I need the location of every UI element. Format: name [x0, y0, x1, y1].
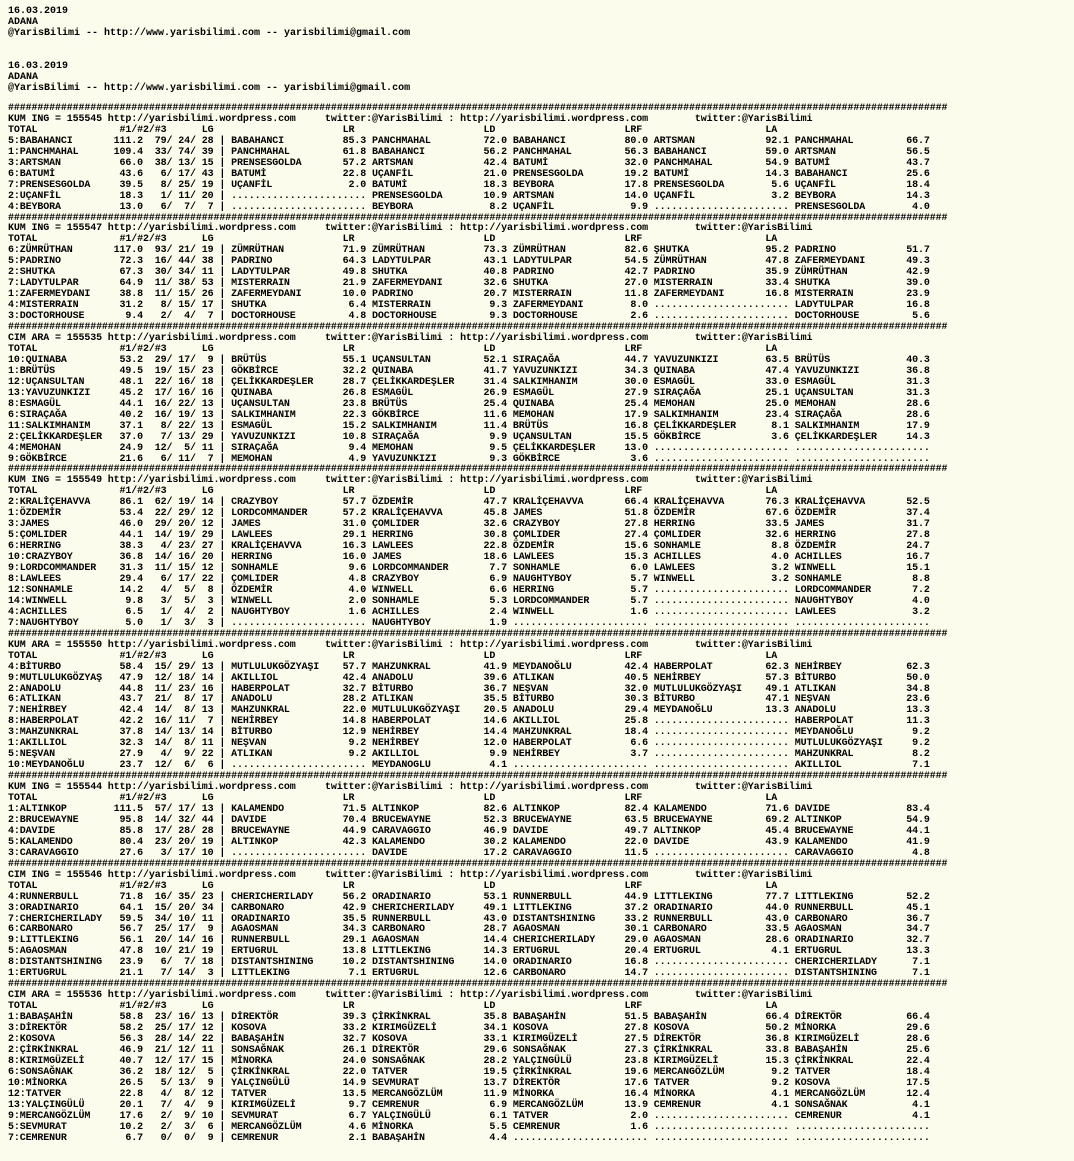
- table-row: 5:ÇOMLIDER 44.1 14/ 19/ 29 | LAWLEES 29.1 HERRING 30.8 ÇOMLIDER 27.4 ÇOMLIDER 32.6 HERRING 27.8: [8, 530, 930, 542]
- table-row: 4:RUNNERBULL 71.8 16/ 35/ 23 | CHERICHERILADY 56.2 ORADINARIO 53.1 RUNNERBULL 44.9 LITTLEKING 77.7 LITTLEKING 52.2: [8, 891, 930, 903]
- report-city: ADANA: [8, 72, 39, 83]
- table-row: 2:BRUCEWAYNE 95.8 14/ 32/ 44 | DAVIDE 70.4 BRUCEWAYNE 52.3 BRUCEWAYNE 63.5 BRUCEWAYNE 69.2 ALTINKOP 54.9: [8, 814, 930, 826]
- table-row: 2:ANADOLU 44.8 11/ 23/ 16 | HABERPOLAT 32.7 BİTURBO 36.7 NEŞVAN 32.0 MUTLULUKGÖZYAŞI 49.1 ATLIKAN 34.8: [8, 683, 930, 695]
- table-row: 1:BRÜTÜS 49.5 19/ 15/ 23 | GÖKBİRCE 32.2 QUINABA 41.7 YAVUZUNKIZI 34.3 QUINABA 47.4 YAVUZUNKIZI 36.8: [8, 365, 930, 377]
- header-block-2: [8, 61, 1074, 94]
- table-row: 2:UÇANFİL 18.3 1/ 11/ 20 | ....................... PRENSESGOLDA 10.9 ARTSMAN 14.0 UÇANFİL 3.2 BEYBORA 14.3: [8, 190, 930, 202]
- table-row: 4:DAVIDE 85.8 17/ 28/ 28 | BRUCEWAYNE 44.9 CARAVAGGIO 46.9 DAVIDE 49.7 ALTINKOP 45.4 BRUCEWAYNE 44.1: [8, 825, 930, 837]
- section-separator: ################################################################################################################################################################: [8, 322, 948, 334]
- table-row: 1:PANCHMAHAL 109.4 33/ 74/ 39 | PANCHMAHAL 61.8 BABAHANCI 56.2 PANCHMAHAL 56.3 BABAHANCI 59.0 ARTSMAN 56.5: [8, 146, 930, 158]
- table-row: 14:WINWELL 9.8 3/ 5/ 3 | WINWELL 2.0 SONHAMLE 5.3 LORDCOMMANDER 5.7 ....................... NAUGHTYBOY 4.0: [8, 595, 930, 607]
- table-row: 10:MİNORKA 26.5 5/ 13/ 9 | YALÇINGÜLÜ 14.9 SEVMURAT 13.7 DİREKTÖR 17.6 TATVER 9.2 KOSOVA 17.5: [8, 1077, 930, 1089]
- section-separator: ################################################################################################################################################################: [8, 771, 948, 783]
- table-row: 1:ÖZDEMİR 53.4 22/ 29/ 12 | LORDCOMMANDER 57.2 KRALİÇEHAVVA 45.8 JAMES 51.8 ÖZDEMİR 67.6 ÖZDEMİR 37.4: [8, 508, 930, 520]
- table-row: 6:SIRAÇAĞA 40.2 16/ 19/ 13 | SALKIMHANIM 22.3 GÖKBİRCE 11.6 MEMOHAN 17.9 SALKIMHANIM 23.4 SIRAÇAĞA 28.6: [8, 409, 930, 421]
- column-header: TOTAL #1/#2/#3 LG LR LD LRF LA: [8, 793, 778, 805]
- table-row: 4:BEYBORA 13.0 6/ 7/ 7 | ....................... BEYBORA 8.2 UÇANFİL 9.9 ....................... PRENSESGOLDA 4.0: [8, 201, 930, 213]
- table-row: 6:ZÜMRÜTHAN 117.0 93/ 21/ 19 | ZÜMRÜTHAN 71.9 ZÜMRÜTHAN 73.3 ZÜMRÜTHAN 82.6 ŞHUTKA 95.2 PADRINO 51.7: [8, 245, 930, 257]
- table-row: 10:QUINABA 53.2 29/ 17/ 9 | BRÜTÜS 55.1 UÇANSULTAN 52.1 SIRAÇAĞA 44.7 YAVUZUNKIZI 63.5 BRÜTÜS 40.3: [8, 354, 930, 366]
- table-row: 8:KIRIMGÜZELİ 40.7 12/ 17/ 15 | MİNORKA 24.0 SONSAĞNAK 28.2 YALÇINGÜLÜ 23.8 KIRIMGÜZELİ 15.3 ÇİRKİNKRAL 22.4: [8, 1055, 930, 1067]
- race-header: KUM ING = 155544 http://yarisbilimi.wordpress.com twitter:@YarisBilimi : http://yarisbilimi.wordpress.com twitter:@YarisBilimi: [8, 782, 813, 794]
- table-row: 7:CEMRENUR 6.7 0/ 0/ 9 | CEMRENUR 2.1 BABAŞAHİN 4.4 ....................... ....................... .......................: [8, 1132, 930, 1144]
- report-date: 16.03.2019: [8, 61, 69, 72]
- table-row: 8:DISTANTSHINING 23.9 6/ 7/ 18 | DISTANTSHINING 10.2 DISTANTSHINING 14.0 ORADINARIO 16.8 ....................... CHERICHERILADY 7.1: [8, 957, 930, 969]
- table-row: 2:ÇİRKİNKRAL 46.9 21/ 12/ 11 | SONSAĞNAK 26.1 DİREKTÖR 29.6 SONSAĞNAK 27.3 ÇİRKİNKRAL 33.8 BABAŞAHİN 25.6: [8, 1044, 930, 1056]
- table-row: 3:DİREKTÖR 58.2 25/ 17/ 12 | KOSOVA 33.2 KIRIMGÜZELİ 34.1 KOSOVA 27.8 KOSOVA 50.2 MİNORKA 29.6: [8, 1023, 930, 1035]
- race-header: CIM ING = 155546 http://yarisbilimi.wordpress.com twitter:@YarisBilimi : http://yarisbilimi.wordpress.com twitter:@YarisBilimi: [8, 869, 813, 881]
- table-row: 6:CARBONARO 56.7 25/ 17/ 9 | AGAOSMAN 34.3 CARBONARO 28.7 AGAOSMAN 30.1 CARBONARO 33.5 AGAOSMAN 34.7: [8, 924, 930, 936]
- table-row: 6:BATUMİ 43.6 6/ 17/ 43 | BATUMİ 22.8 UÇANFİL 21.0 PRENSESGOLDA 19.2 BATUMİ 14.3 BABAHANCI 25.6: [8, 168, 930, 180]
- table-row: 12:TATVER 22.8 4/ 8/ 12 | TATVER 13.5 MERCANGÖZLÜM 11.9 MİNORKA 16.4 MİNORKA 4.1 MERCANGÖZLÜM 12.4: [8, 1088, 930, 1100]
- table-row: 9:MERCANGÖZLÜM 17.6 2/ 9/ 10 | SEVMURAT 6.7 YALÇINGÜLÜ 6.1 TATVER 2.0 ....................... CEMRENUR 4.1: [8, 1110, 930, 1122]
- header-block-1: [8, 6, 1074, 39]
- table-row: 7:LADYTULPAR 64.9 11/ 38/ 53 | MISTERRAIN 21.9 ZAFERMEYDANI 32.6 SHUTKA 27.0 MISTERRAIN 33.4 SHUTKA 39.0: [8, 278, 930, 290]
- column-header: TOTAL #1/#2/#3 LG LR LD LRF LA: [8, 124, 778, 136]
- table-row: 4:MEMOHAN 24.9 12/ 5/ 11 | SIRAÇAĞA 9.4 MEMOHAN 9.5 ÇELİKKARDEŞLER 13.0 ....................... .......................: [8, 442, 930, 454]
- table-row: 2:ÇELİKKARDEŞLER 37.0 7/ 13/ 29 | YAVUZUNKIZI 10.8 SIRAÇAĞA 9.9 UÇANSULTAN 15.5 GÖKBİRCE 3.6 ÇELİKKARDEŞLER 14.3: [8, 431, 930, 443]
- table-row: 9:GÖKBİRCE 21.6 6/ 11/ 7 | MEMOHAN 4.9 YAVUZUNKIZI 9.3 GÖKBİRCE 3.6 ....................... .......................: [8, 453, 930, 465]
- race-tables: [8, 104, 1074, 1145]
- table-row: 10:MEYDANOĞLU 23.7 12/ 6/ 6 | ....................... MEYDANOGLU 4.1 ....................... ....................... AKILLIOL 7.1: [8, 760, 930, 772]
- table-row: 5:BABAHANCI 111.2 79/ 24/ 28 | BABAHANCI 85.3 PANCHMAHAL 72.0 BABAHANCI 80.0 ARTSMAN 92.1 PANCHMAHAL 66.7: [8, 135, 930, 147]
- table-row: 9:LORDCOMMANDER 31.3 11/ 15/ 12 | SONHAMLE 9.6 LORDCOMMANDER 7.7 SONHAMLE 6.0 LAWLEES 3.2 WINWELL 15.1: [8, 563, 930, 575]
- column-header: TOTAL #1/#2/#3 LG LR LD LRF LA: [8, 880, 778, 892]
- table-row: 4:BİTURBO 58.4 15/ 29/ 13 | MUTLULUKGÖZYAŞI 57.7 MAHZUNKRAL 41.9 MEYDANOĞLU 42.4 HABERPOLAT 62.3 NEHİRBEY 62.3: [8, 661, 930, 673]
- table-row: 3:CARAVAGGIO 27.6 3/ 17/ 10 | ....................... DAVIDE 17.2 CARAVAGGIO 11.5 ....................... CARAVAGGIO 4.8: [8, 847, 930, 859]
- table-row: 5:AGAOSMAN 47.8 10/ 21/ 19 | ERTUGRUL 13.8 LITTLEKING 14.3 ERTUGRUL 20.4 ERTUGRUL 4.1 ERTUGRUL 13.3: [8, 946, 930, 958]
- column-header: TOTAL #1/#2/#3 LG LR LD LRF LA: [8, 234, 778, 246]
- table-row: 3:ORADINARIO 64.1 15/ 20/ 34 | CARBONARO 42.9 CHERICHERILADY 49.1 LITTLEKING 37.2 ORADINARIO 44.0 RUNNERBULL 45.1: [8, 902, 930, 914]
- section-separator: ################################################################################################################################################################: [8, 464, 948, 476]
- table-row: 1:BABAŞAHİN 58.8 23/ 16/ 13 | DİREKTÖR 39.3 ÇİRKİNKRAL 35.8 BABAŞAHİN 51.5 BABAŞAHİN 66.4 DİREKTÖR 66.4: [8, 1012, 930, 1024]
- table-row: 10:CRAZYBOY 36.8 14/ 16/ 20 | HERRING 16.0 JAMES 18.6 LAWLEES 15.3 ACHILLES 4.0 ACHILLES 16.7: [8, 552, 930, 564]
- table-row: 11:SALKIMHANIM 37.1 8/ 22/ 13 | ESMAGÜL 15.2 SALKIMHANIM 11.4 BRÜTÜS 16.8 ÇELİKKARDEŞLER 8.1 SALKIMHANIM 17.9: [8, 420, 930, 432]
- section-separator: ################################################################################################################################################################: [8, 858, 948, 870]
- section-separator: ################################################################################################################################################################: [8, 979, 948, 991]
- table-row: 7:CHERICHERILADY 59.5 34/ 10/ 11 | ORADINARIO 35.5 RUNNERBULL 43.0 DISTANTSHINING 33.2 RUNNERBULL 43.0 CARBONARO 36.7: [8, 913, 930, 925]
- table-row: 8:LAWLEES 29.4 6/ 17/ 22 | ÇOMLIDER 4.8 CRAZYBOY 6.9 NAUGHTYBOY 5.7 WINWELL 3.2 SONHAMLE 8.8: [8, 573, 930, 585]
- table-row: 13:YALÇINGÜLÜ 20.1 7/ 4/ 9 | KIRIMGÜZELİ 9.7 CEMRENUR 6.9 MERCANGÖZLÜM 13.9 CEMRENUR 4.1 SONSAĞNAK 4.1: [8, 1099, 930, 1111]
- table-row: 12:UÇANSULTAN 48.1 22/ 16/ 18 | ÇELİKKARDEŞLER 28.7 ÇELİKKARDEŞLER 31.4 SALKIMHANIM 30.0 ESMAGÜL 33.0 ESMAGÜL 31.3: [8, 376, 930, 388]
- race-header: KUM ING = 155545 http://yarisbilimi.wordpress.com twitter:@YarisBilimi : http://yarisbilimi.wordpress.com twitter:@YarisBilimi: [8, 113, 813, 125]
- section-separator: ################################################################################################################################################################: [8, 212, 948, 224]
- table-row: 4:ACHILLES 6.5 1/ 4/ 2 | NAUGHTYBOY 1.6 ACHILLES 2.4 WINWELL 1.6 ....................... LAWLEES 3.2: [8, 606, 930, 618]
- race-header: CIM ARA = 155536 http://yarisbilimi.wordpress.com twitter:@YarisBilimi : http://yarisbilimi.wordpress.com twitter:@YarisBilimi: [8, 990, 813, 1002]
- table-row: 5:NEŞVAN 27.9 4/ 9/ 22 | ATLIKAN 9.2 AKILLIOL 9.9 NEHİRBEY 3.7 ....................... MAHZUNKRAL 8.2: [8, 749, 930, 761]
- table-row: 4:MISTERRAIN 31.2 8/ 15/ 17 | SHUTKA 6.4 MISTERRAIN 9.3 ZAFERMEYDANI 8.0 ....................... LADYTULPAR 16.8: [8, 300, 930, 312]
- spacer: [8, 39, 1074, 61]
- report-city: ADANA: [8, 17, 39, 28]
- table-row: 6:ATLIKAN 43.7 21/ 8/ 17 | ANADOLU 28.2 ATLIKAN 35.5 BİTURBO 30.3 BİTURBO 47.1 NEŞVAN 23.6: [8, 694, 930, 706]
- table-row: 7:NEHİRBEY 42.4 14/ 8/ 13 | MAHZUNKRAL 22.0 MUTLULUKGÖZYAŞI 20.5 ANADOLU 29.4 MEYDANOĞLU 13.3 ANADOLU 13.3: [8, 705, 930, 717]
- race-header: CIM ARA = 155535 http://yarisbilimi.wordpress.com twitter:@YarisBilimi : http://yarisbilimi.wordpress.com twitter:@YarisBilimi: [8, 333, 813, 345]
- table-row: 3:JAMES 46.0 29/ 20/ 12 | JAMES 31.0 ÇOMLIDER 32.6 CRAZYBOY 27.8 HERRING 33.5 JAMES 31.7: [8, 519, 930, 531]
- column-header: TOTAL #1/#2/#3 LG LR LD LRF LA: [8, 1001, 778, 1013]
- section-separator: ################################################################################################################################################################: [8, 103, 948, 114]
- table-row: 8:ESMAGÜL 44.1 16/ 22/ 13 | UÇANSULTAN 23.8 BRÜTÜS 25.4 QUINABA 25.4 MEMOHAN 25.0 MEMOHAN 28.6: [8, 398, 930, 410]
- contact-line: @YarisBilimi -- http://www.yarisbilimi.com -- yarisbilimi@gmail.com: [8, 28, 411, 39]
- table-row: 2:KRALİÇEHAVVA 86.1 62/ 19/ 14 | CRAZYBOY 57.7 ÖZDEMİR 47.7 KRALİÇEHAVVA 66.4 KRALİÇEHAVVA 76.3 KRALİÇEHAVVA 52.5: [8, 497, 930, 509]
- table-row: 13:YAVUZUNKIZI 45.2 17/ 16/ 16 | QUINABA 26.8 ESMAGÜL 26.9 ESMAGÜL 27.9 SIRAÇAĞA 25.1 UÇANSULTAN 31.3: [8, 387, 930, 399]
- table-row: 5:SEVMURAT 10.2 2/ 3/ 6 | MERCANGÖZLÜM 4.6 MİNORKA 5.5 CEMRENUR 1.6 ....................... .......................: [8, 1121, 930, 1133]
- table-row: 6:SONSAĞNAK 36.2 18/ 12/ 5 | ÇİRKİNKRAL 22.0 TATVER 19.5 ÇİRKİNKRAL 19.6 MERCANGÖZLÜM 9.2 TATVER 18.4: [8, 1066, 930, 1078]
- table-row: 2:SHUTKA 67.3 30/ 34/ 11 | LADYTULPAR 49.8 SHUTKA 40.8 PADRINO 42.7 PADRINO 35.9 ZÜMRÜTHAN 42.9: [8, 267, 930, 279]
- contact-line: @YarisBilimi -- http://www.yarisbilimi.com -- yarisbilimi@gmail.com: [8, 83, 411, 94]
- table-row: 6:HERRING 38.3 4/ 23/ 27 | KRALİÇEHAVVA 16.3 LAWLEES 22.8 ÖZDEMİR 15.6 SONHAMLE 8.8 ÖZDEMİR 24.7: [8, 541, 930, 553]
- table-row: 12:SONHAMLE 14.2 4/ 5/ 8 | ÖZDEMİR 4.0 WINWELL 6.6 HERRING 5.7 ....................... LORDCOMMANDER 7.2: [8, 584, 930, 596]
- table-row: 5:PADRINO 72.3 16/ 44/ 38 | PADRINO 64.3 LADYTULPAR 43.1 LADYTULPAR 54.5 ZÜMRÜTHAN 47.8 ZAFERMEYDANI 49.3: [8, 256, 930, 268]
- section-separator: ################################################################################################################################################################: [8, 628, 948, 640]
- table-row: 8:HABERPOLAT 42.2 16/ 11/ 7 | NEHİRBEY 14.8 HABERPOLAT 14.6 AKILLIOL 25.8 ....................... HABERPOLAT 11.3: [8, 716, 930, 728]
- table-row: 1:ZAFERMEYDANI 38.8 11/ 15/ 26 | ZAFERMEYDANI 10.0 PADRINO 20.7 MISTERRAIN 11.8 ZAFERMEYDANI 16.8 MISTERRAIN 23.9: [8, 289, 930, 301]
- table-row: 1:ERTUGRUL 21.1 7/ 14/ 3 | LITTLEKING 7.1 ERTUGRUL 12.6 CARBONARO 14.7 ....................... DISTANTSHINING 7.1: [8, 968, 930, 980]
- report-date: 16.03.2019: [8, 6, 69, 17]
- race-header: KUM ING = 155549 http://yarisbilimi.wordpress.com twitter:@YarisBilimi : http://yarisbilimi.wordpress.com twitter:@YarisBilimi: [8, 475, 813, 487]
- table-row: 9:MUTLULUKGÖZYAŞ 47.9 12/ 18/ 14 | AKILLIOL 42.4 ANADOLU 39.6 ATLIKAN 40.5 NEHİRBEY 57.3 BİTURBO 50.0: [8, 672, 930, 684]
- table-row: 5:KALAMENDO 80.4 23/ 20/ 19 | ALTINKOP 42.3 KALAMENDO 30.2 KALAMENDO 22.0 DAVIDE 43.9 KALAMENDO 41.9: [8, 836, 930, 848]
- table-row: 3:ARTSMAN 66.0 38/ 13/ 15 | PRENSESGOLDA 57.2 ARTSMAN 42.4 BATUMİ 32.0 PANCHMAHAL 54.9 BATUMİ 43.7: [8, 157, 930, 169]
- table-row: 3:MAHZUNKRAL 37.8 14/ 13/ 14 | BİTURBO 12.9 NEHİRBEY 14.4 MAHZUNKRAL 18.4 ....................... MEYDANOĞLU 9.2: [8, 727, 930, 739]
- table-row: 7:PRENSESGOLDA 39.5 8/ 25/ 19 | UÇANFİL 2.0 BATUMİ 18.3 BEYBORA 17.8 PRENSESGOLDA 5.6 UÇANFİL 18.4: [8, 179, 930, 191]
- table-row: 2:KOSOVA 56.3 28/ 14/ 22 | BABAŞAHİN 32.7 KOSOVA 33.1 KIRIMGÜZELİ 27.5 DİREKTÖR 36.8 KIRIMGÜZELİ 28.6: [8, 1034, 930, 1046]
- column-header: TOTAL #1/#2/#3 LG LR LD LRF LA: [8, 650, 778, 662]
- table-row: 9:LITTLEKING 56.1 20/ 14/ 16 | RUNNERBULL 29.1 AGAOSMAN 14.4 CHERICHERILADY 29.0 AGAOSMAN 28.6 ORADINARIO 32.7: [8, 935, 930, 947]
- table-row: 1:AKILLIOL 32.3 14/ 8/ 11 | NEŞVAN 9.2 NEHİRBEY 12.0 HABERPOLAT 6.6 ....................... MUTLULUKGÖZYAŞI 9.2: [8, 738, 930, 750]
- table-row: 7:NAUGHTYBOY 5.0 1/ 3/ 3 | ....................... NAUGHTYBOY 1.9 ....................... ....................... .......................: [8, 617, 930, 629]
- column-header: TOTAL #1/#2/#3 LG LR LD LRF LA: [8, 343, 778, 355]
- race-header: KUM ING = 155547 http://yarisbilimi.wordpress.com twitter:@YarisBilimi : http://yarisbilimi.wordpress.com twitter:@YarisBilimi: [8, 223, 813, 235]
- table-row: 3:DOCTORHOUSE 9.4 2/ 4/ 7 | DOCTORHOUSE 4.8 DOCTORHOUSE 9.3 DOCTORHOUSE 2.6 ....................... DOCTORHOUSE 5.6: [8, 311, 930, 323]
- column-header: TOTAL #1/#2/#3 LG LR LD LRF LA: [8, 486, 778, 498]
- table-row: 1:ALTINKOP 111.5 57/ 17/ 13 | KALAMENDO 71.5 ALTINKOP 82.6 ALTINKOP 82.4 KALAMENDO 71.6 DAVIDE 83.4: [8, 804, 930, 815]
- race-header: KUM ARA = 155550 http://yarisbilimi.wordpress.com twitter:@YarisBilimi : http://yarisbilimi.wordpress.com twitter:@YarisBilimi: [8, 639, 813, 651]
